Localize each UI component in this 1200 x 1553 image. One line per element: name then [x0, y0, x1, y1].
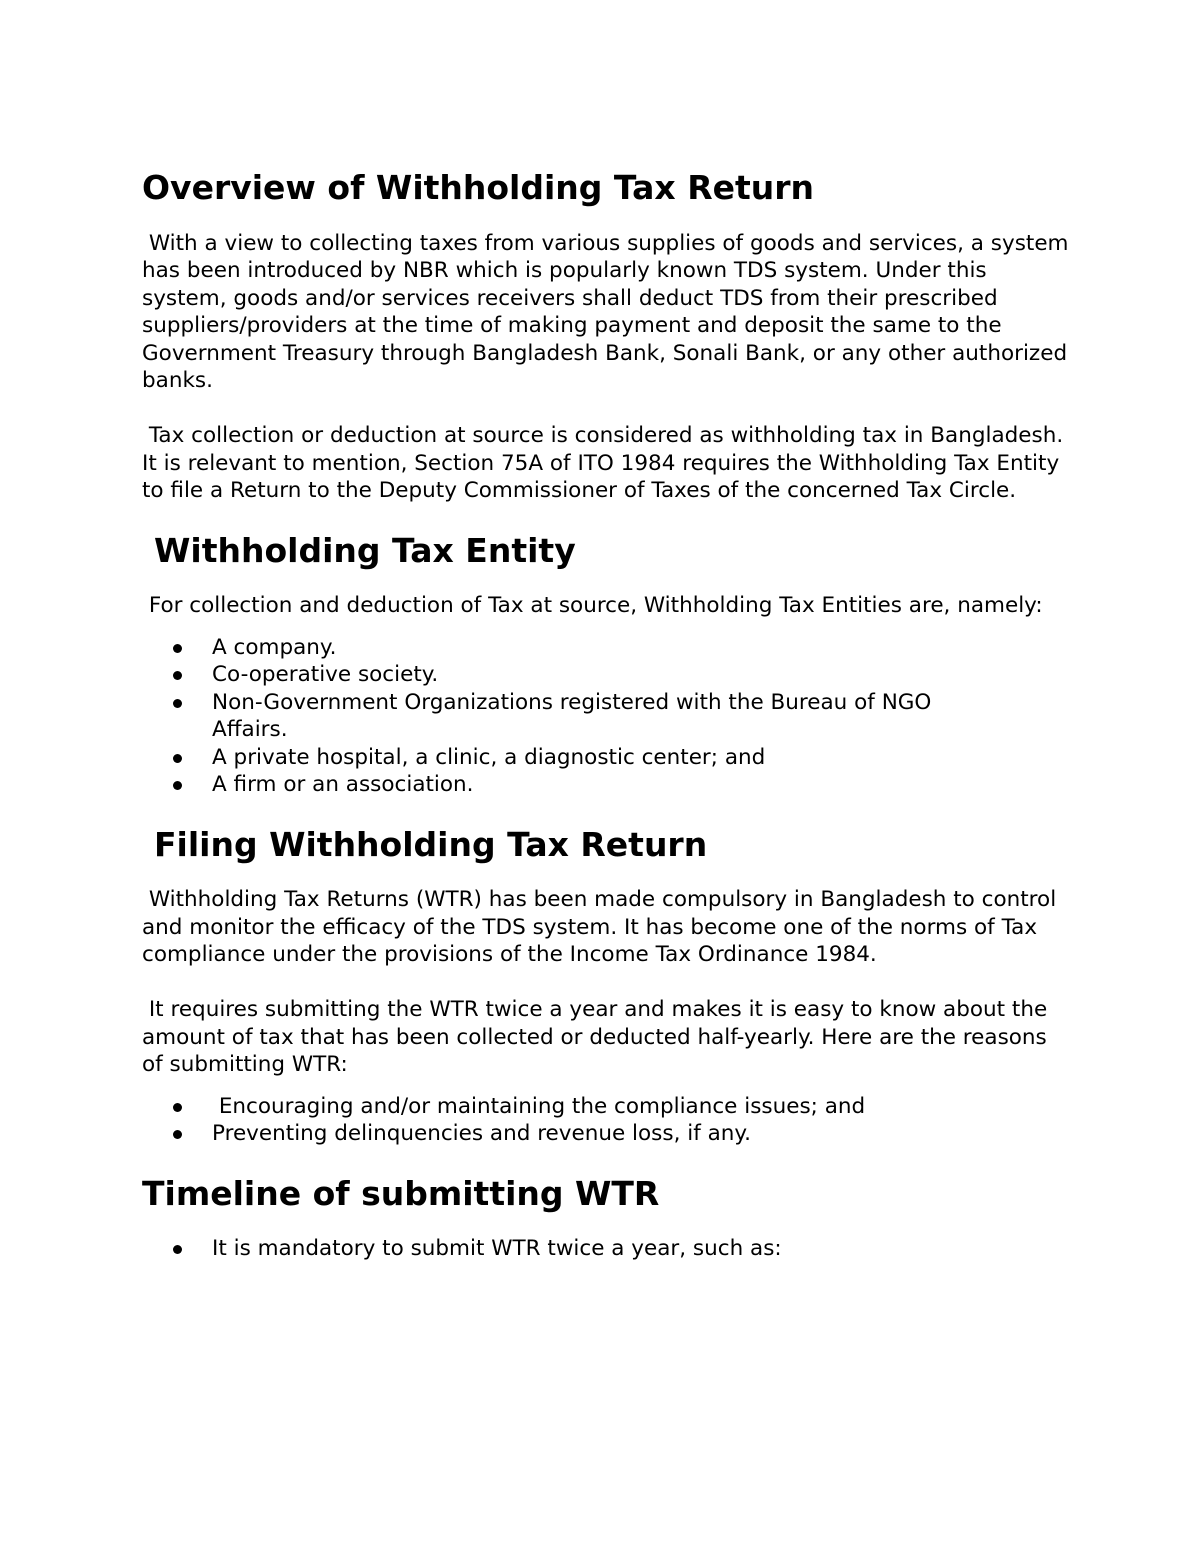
bullet-icon — [173, 1245, 182, 1254]
bullet-icon — [173, 1103, 182, 1112]
list-item-text: A private hospital, a clinic, a diagnostic center; and — [212, 744, 766, 770]
intro-paragraph-2: Tax collection or deduction at source is considered as withholding tax in Bangladesh. It is relevant to mention, Section 75A of ITO 1984 requires the Withholding Tax Entity to file a Return to the Deputy Commissioner of Taxes of the concerned Tax Circle. — [142, 423, 1070, 504]
entity-heading: Withholding Tax Entity — [154, 530, 576, 570]
list-item — [142, 1235, 1072, 1263]
list-item — [142, 1120, 1072, 1148]
list-item-text: A company. — [212, 634, 337, 660]
bullet-icon — [173, 671, 182, 680]
list-item — [142, 661, 1072, 689]
document-page — [142, 168, 1076, 1290]
timeline-list — [142, 1235, 1072, 1263]
timeline-heading: Timeline of submitting WTR — [142, 1173, 660, 1213]
filing-reasons-list — [142, 1093, 1072, 1148]
list-item-text: It is mandatory to submit WTR twice a year, such as: — [212, 1236, 782, 1262]
filing-paragraph-1: Withholding Tax Returns (WTR) has been made compulsory in Bangladesh to control and monitor the efficacy of the TDS system. It has become one of the norms of Tax compliance under the provisions of the Income Tax Ordinance 1984. — [142, 887, 1064, 968]
list-item-text: Encouraging and/or maintaining the compliance issues; and — [212, 1093, 866, 1119]
bullet-icon — [173, 1130, 182, 1139]
list-item — [142, 634, 1072, 662]
list-item-text: A firm or an association. — [212, 772, 474, 798]
bullet-icon — [173, 699, 182, 708]
list-item — [142, 744, 1072, 772]
entity-list — [142, 634, 1072, 799]
bullet-icon — [173, 781, 182, 790]
list-item — [142, 1093, 1072, 1121]
list-item-text: Preventing delinquencies and revenue loss, if any. — [212, 1121, 751, 1147]
list-item — [142, 689, 1072, 744]
entity-paragraph: For collection and deduction of Tax at source, Withholding Tax Entities are, namely: — [142, 593, 1043, 619]
filing-paragraph-2: It requires submitting the WTR twice a year and makes it is easy to know about the amount of tax that has been collected or deducted half-yearly. Here are the reasons of submitting WTR: — [142, 997, 1055, 1078]
list-item-text: Co-operative society. — [212, 662, 439, 688]
bullet-icon — [173, 754, 182, 763]
list-item-text: Non-Government Organizations registered with the Bureau of NGO Affairs. — [212, 689, 939, 743]
bullet-icon — [173, 644, 182, 653]
intro-paragraph-1: With a view to collecting taxes from various supplies of goods and services, a system has been introduced by NBR which is popularly known TDS system. Under this system, goods and/or services receivers shall deduct TDS from their prescribed suppliers/providers at the time of making payment and deposit the same to the Government Treasury through Bangladesh Bank, Sonali Bank, or any other authorized banks. — [142, 230, 1076, 394]
filing-heading: Filing Withholding Tax Return — [154, 824, 708, 864]
document-title: Overview of Withholding Tax Return — [142, 168, 815, 207]
list-item — [142, 771, 1072, 799]
